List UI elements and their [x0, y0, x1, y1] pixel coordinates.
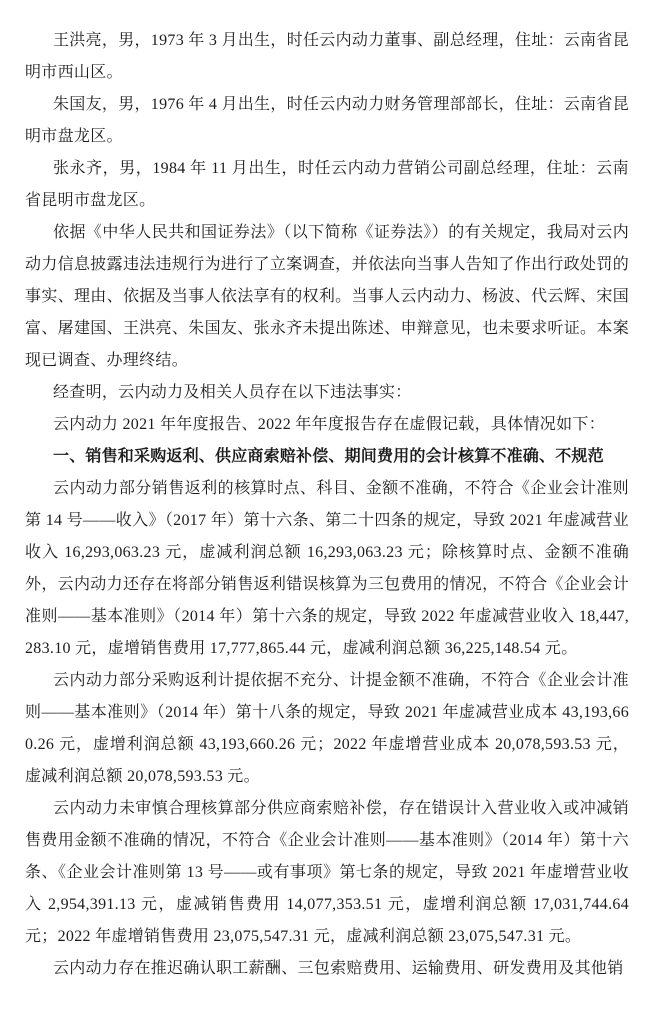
paragraph-person-zhuguoyou: 朱国友，男，1976 年 4 月出生，时任云内动力财务管理部部长，住址：云南省昆明市盘龙区。 [25, 96, 630, 145]
paragraph-deferred-expenses: 云内动力存在推迟确认职工薪酬、三包索赔费用、运输费用、研发费用及其他销 [53, 960, 624, 977]
paragraph-supplier-claims: 云内动力未审慎合理核算部分供应商索赔补偿，存在错误计入营业收入或冲减销售费用金额不准确的情况，不符合《企业会计准则——基本准则》（2014 年）第十六条、《企业会计准则第 13 号——或有事项》第七条的规定，导致 2021 年虚增营业收入 2,954,391.13 元，虚减销售费用 14,077,353.51 元，虚增利润总额 17,031,744.64 元；2022 年虚增销售费用 23,075,547.31 元，虚减利润总额 23,075,547.31 元。 [25, 800, 629, 945]
paragraph-purchase-rebate: 云内动力部分采购返利计提依据不充分、计提金额不准确，不符合《企业会计准则——基本准则》（2014 年）第十八条的规定，导致 2021 年虚减营业成本 43,193,660.26 元，虚增利润总额 43,193,660.26 元；2022 年虚增营业成本 20,078,593.53 元，虚减利润总额 20,078,593.53 元。 [25, 672, 629, 785]
paragraph-person-wanghongliang: 王洪亮，男，1973 年 3 月出生，时任云内动力董事、副总经理，住址：云南省昆明市西山区。 [25, 32, 630, 81]
paragraph-legal-basis: 依据《中华人民共和国证券法》（以下简称《证券法》）的有关规定，我局对云内动力信息披露违法违规行为进行了立案调查，并依法向当事人告知了作出行政处罚的事实、理由、依据及当事人依法享有的权利。当事人云内动力、杨波、代云辉、宋国富、屠建国、王洪亮、朱国友、张永齐未提出陈述、申辩意见，也未要求听证。本案现已调查、办理终结。 [25, 224, 629, 369]
section-heading-violation-one: 一、销售和采购返利、供应商索赔补偿、期间费用的会计核算不准确、不规范 [53, 448, 604, 465]
paragraph-annual-reports: 云内动力 2021 年年度报告、2022 年年度报告存在虚假记载，具体情况如下： [53, 416, 606, 433]
paragraph-sales-rebate: 云内动力部分销售返利的核算时点、科目、金额不准确，不符合《企业会计准则第 14 号——收入》（2017 年）第十六条、第二十四条的规定，导致 2021 年虚减营业收入 16,293,063.23 元，虚减利润总额 16,293,063.23 元；除核算时点、金额不准确外，云内动力还存在将部分销售返利错误核算为三包费用的情况，不符合《企业会计准则——基本准则》（2014 年）第十六条的规定，导致 2022 年虚减营业收入 18,447,283.10 元，虚增销售费用 17,777,865.44 元，虚减利润总额 36,225,148.54 元。 [25, 480, 629, 657]
paragraph-person-zhangyongqi: 张永齐，男，1984 年 11 月出生，时任云内动力营销公司副总经理，住址：云南省昆明市盘龙区。 [25, 160, 629, 209]
paragraph-findings-intro: 经查明，云内动力及相关人员存在以下违法事实： [53, 384, 412, 401]
